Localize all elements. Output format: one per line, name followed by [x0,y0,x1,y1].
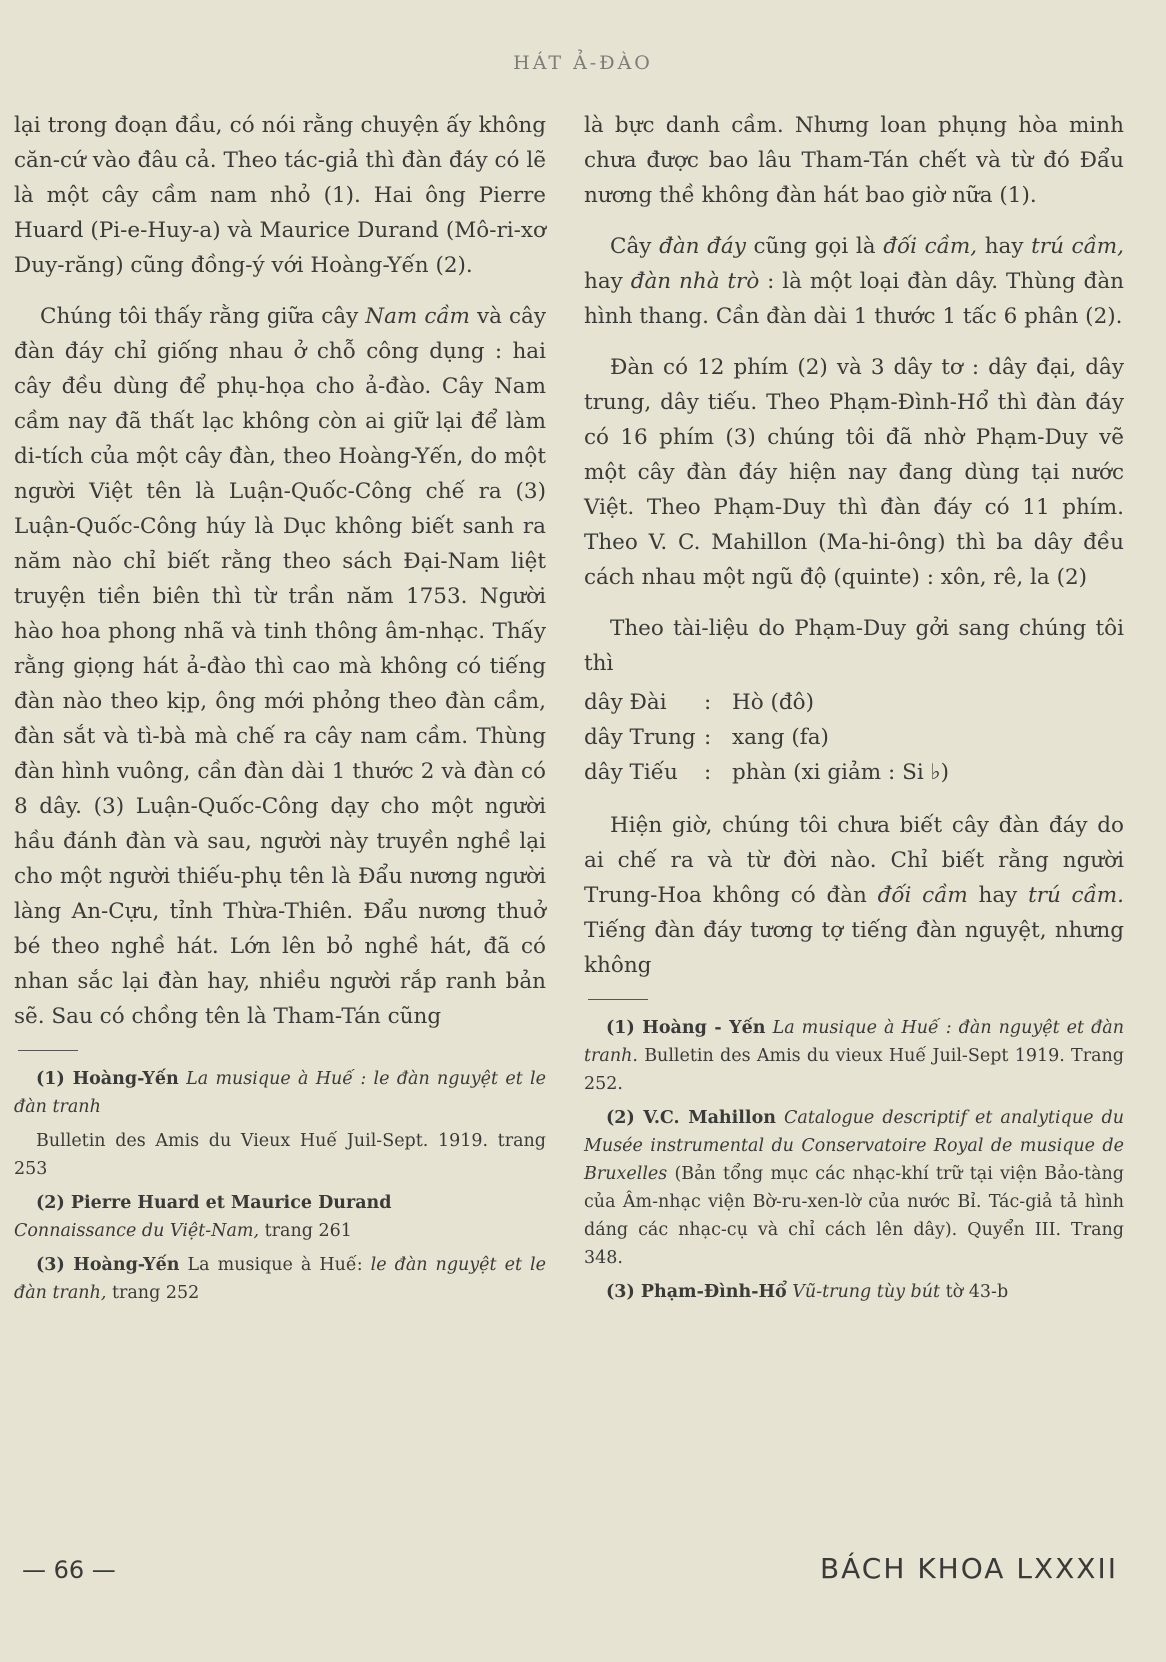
left-column [14,108,546,1313]
paragraph: lại trong đoạn đầu, có nói rằng chuyện ấy không căn-cứ vào đâu cả. Theo tác-giả thì đàn đáy có lẽ là một cây cầm nam nhỏ (1). Hai ông Pierre Huard (Pi-e-Huy-a) và Maurice Durand (Mô-ri-xơ Duy-răng) cũng đồng-ý với Hoàng-Yến (2). [14,113,546,278]
footnote-rule [588,999,648,1000]
paragraph: Cây đàn đáy cũng gọi là đối cầm, hay trú cầm, hay đàn nhà trò : là một loại đàn dây. Thùng đàn hình thang. Cần đàn dài 1 thước 1 tấc 6 phân (2). [584,234,1124,329]
paragraph: Chúng tôi thấy rằng giữa cây Nam cầm và cây đàn đáy chỉ giống nhau ở chỗ công dụng : hai cây đều dùng để phụ-họa cho ả-đào. Cây Nam cầm nay đã thất lạc không còn ai giữ lại để làm di-tích của một cây đàn, theo Hoàng-Yến, do một người Việt tên là Luận-Quốc-Công chế ra (3) Luận-Quốc-Công húy là Dục không biết sanh ra năm nào chỉ biết rằng theo sách Đại-Nam liệt truyện tiền biên thì từ trần năm 1753. Người hào hoa phong nhã và tinh thông âm-nhạc. Thấy rằng giọng hát ả-đào thì cao mà không có tiếng đàn nào theo kịp, ông mới phỏng theo đàn cầm, đàn sắt và tì-bà mà chế ra cây nam cầm. Thùng đàn hình vuông, cần đàn dài 1 thước 2 và đàn có 8 dây. (3) Luận-Quốc-Công dạy cho một người hầu đánh đàn và sau, người này truyền nghề lại cho một người thiếu-phụ tên là Đẩu nương người làng An-Cựu, tỉnh Thừa-Thiên. Đẩu nương thuở bé theo nghề hát. Lớn lên bỏ nghề hát, đã có nhan sắc lại đàn hay, nhiều người rắp ranh bản sẽ. Sau có chồng tên là Tham-Tán cũng [14,304,547,1029]
right-column [584,108,1124,1312]
magazine-issue: BÁCH KHOA LXXXII [819,1552,1118,1585]
footnote-rule [18,1050,78,1051]
string-tuning-list [584,685,1124,790]
paragraph: là bực danh cầm. Nhưng loan phụng hòa minh chưa được bao lâu Tham-Tán chết và từ đó Đẩu nương thề không đàn hát bao giờ nữa (1). [584,113,1124,208]
footnote: (3) Hoàng-Yến La musique à Huế: le đàn nguyệt et le đàn tranh, trang 252 [14,1255,546,1303]
running-head: HÁT Ả-ĐÀO [513,52,653,74]
string-row: dây Đài : Hò (đô) [584,690,815,715]
footnote: (1) Hoàng - Yến La musique à Huế : đàn nguyệt et đàn tranh. Bulletin des Amis du vieux Huế Juil-Sept 1919. Trang 252. [584,1018,1124,1094]
string-row: dây Tiếu : phàn (xi giảm : Si ♭) [584,760,950,785]
footnote: (2) V.C. Mahillon Catalogue descriptif et analytique du Musée instrumental du Conservatoire Royal de musique de Bruxelles (Bản tổng mục các nhạc-khí trữ tại viện Bảo-tàng của Âm-nhạc viện Bờ-ru-xen-lờ của nước Bỉ. Tác-giả tả hình dáng các nhạc-cụ và chỉ cách lên dây). Quyển III. Trang 348. [584,1108,1124,1268]
string-row: dây Trung : xang (fa) [584,725,829,750]
footnote: (3) Phạm-Đình-Hổ Vũ-trung tùy bút tờ 43-b [606,1282,1009,1302]
footnote: Bulletin des Amis du Vieux Huế Juil-Sept. 1919. trang 253 [14,1131,546,1179]
paragraph: Hiện giờ, chúng tôi chưa biết cây đàn đáy do ai chế ra và từ đời nào. Chỉ biết rằng người Trung-Hoa không có đàn đối cầm hay trú cầm. Tiếng đàn đáy tương tợ tiếng đàn nguyệt, nhưng không [584,813,1124,978]
paragraph: Đàn có 12 phím (2) và 3 dây tơ : dây đại, dây trung, dây tiếu. Theo Phạm-Đình-Hổ thì đàn đáy có 16 phím (3) chúng tôi đã nhờ Phạm-Duy vẽ một cây đàn đáy hiện nay đang dùng tại nước Việt. Theo Phạm-Duy thì đàn đáy có 11 phím. Theo V. C. Mahillon (Ma-hi-ông) thì ba dây đều cách nhau một ngũ độ (quinte) : xôn, rê, la (2) [584,355,1124,590]
footnote: (1) Hoàng-Yến La musique à Huế : le đàn nguyệt et le đàn tranh [14,1069,546,1117]
paragraph: Theo tài-liệu do Phạm-Duy gởi sang chúng tôi thì [584,616,1124,676]
footnote: (2) Pierre Huard et Maurice Durand Connaissance du Việt-Nam, trang 261 [14,1193,392,1241]
page-number: — 66 — [22,1556,116,1584]
